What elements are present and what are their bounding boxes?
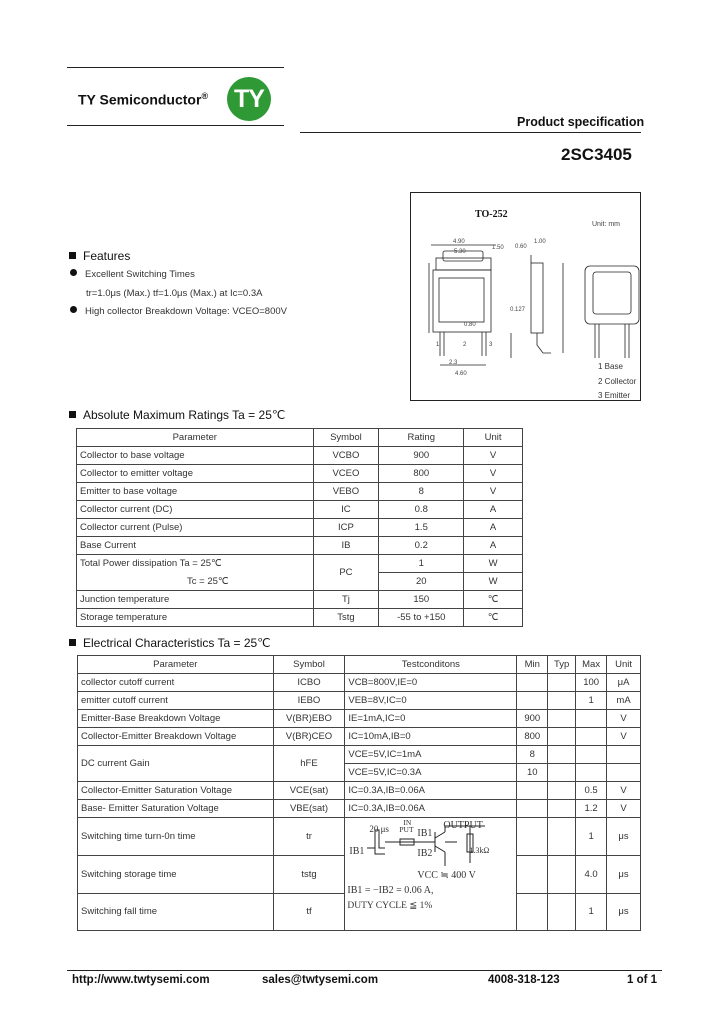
features-heading: Features — [69, 249, 130, 263]
cell-min — [517, 818, 548, 856]
company-name: TY Semiconductor® — [78, 91, 209, 108]
cell-unit: W — [464, 573, 523, 591]
cell-unit: V — [464, 465, 523, 483]
cell-symbol: IB — [313, 537, 379, 555]
col-header: Symbol — [273, 656, 345, 674]
cell-max — [576, 710, 607, 728]
square-bullet-icon — [69, 411, 76, 418]
cell-param: Collector-Emitter Breakdown Voltage — [78, 728, 274, 746]
cell-condition: IC=10mA,IB=0 — [345, 728, 517, 746]
cell-typ — [548, 764, 576, 782]
cell-typ — [548, 710, 576, 728]
table-row — [77, 465, 523, 483]
cell-condition: IC=0.3A,IB=0.06A — [345, 782, 517, 800]
cell-min — [517, 856, 548, 893]
table-row-power — [77, 555, 523, 573]
cell-symbol: VCBO — [313, 447, 379, 465]
cell-rating: 150 — [379, 591, 464, 609]
cell-rating: 1.5 — [379, 519, 464, 537]
footer-website[interactable]: http://www.twtysemi.com — [72, 974, 210, 986]
table-header-row — [78, 656, 641, 674]
cell-param: Emitter-Base Breakdown Voltage — [78, 710, 274, 728]
table-row — [78, 800, 641, 818]
cell-unit: V — [607, 782, 641, 800]
feature-item-detail: tr=1.0μs (Max.) tf=1.0μs (Max.) at Ic=0.3A — [86, 288, 263, 299]
svg-text:4.90: 4.90 — [453, 239, 465, 245]
table-row — [77, 591, 523, 609]
cell-typ — [548, 746, 576, 764]
cell-min — [517, 692, 548, 710]
cell-symbol: IEBO — [273, 692, 345, 710]
cell-min: 10 — [517, 764, 548, 782]
cell-unit: V — [464, 483, 523, 501]
cell-min — [517, 782, 548, 800]
cell-symbol: ICP — [313, 519, 379, 537]
cell-typ — [548, 800, 576, 818]
cell-max — [576, 764, 607, 782]
cell-param: Emitter to base voltage — [77, 483, 314, 501]
circuit-vcc: VCC ≒ 400 V — [417, 870, 476, 881]
table-row — [77, 609, 523, 627]
pin-base: 1 Base — [598, 362, 623, 371]
cell-symbol: PC — [313, 555, 379, 591]
cell-condition: IE=1mA,IC=0 — [345, 710, 517, 728]
table-row — [77, 537, 523, 555]
cell-typ — [548, 818, 576, 856]
cell-param: Collector to emitter voltage — [77, 465, 314, 483]
cell-max: 1 — [576, 692, 607, 710]
cell-symbol: hFE — [273, 746, 345, 782]
cell-typ — [548, 692, 576, 710]
cell-param: collector cutoff current — [78, 674, 274, 692]
svg-text:1: 1 — [436, 342, 440, 348]
col-header: Unit — [464, 429, 523, 447]
cell-rating: 900 — [379, 447, 464, 465]
feature-item: Excellent Switching Times — [70, 269, 195, 280]
feature-item: High collector Breakdown Voltage: VCEO=800V — [70, 306, 287, 317]
cell-param: DC current Gain — [78, 746, 274, 782]
table-row-dc-gain — [78, 746, 641, 764]
circuit-output-label: OUTPUT — [443, 820, 483, 831]
cell-unit: V — [464, 447, 523, 465]
table-header-row — [77, 429, 523, 447]
cell-max: 100 — [576, 674, 607, 692]
cell-rating: 0.2 — [379, 537, 464, 555]
cell-param: Total Power dissipation Ta = 25℃ — [77, 555, 314, 573]
company-logo: TY — [227, 77, 271, 121]
cell-unit: ℃ — [464, 609, 523, 627]
col-header: Parameter — [77, 429, 314, 447]
cell-param: Base Current — [77, 537, 314, 555]
bullet-icon — [70, 269, 77, 276]
cell-unit: mA — [607, 692, 641, 710]
abs-max-table — [76, 428, 523, 627]
square-bullet-icon — [69, 252, 76, 259]
circuit-duty-cycle: DUTY CYCLE ≦ 1% — [347, 901, 433, 911]
cell-param: Storage temperature — [77, 609, 314, 627]
cell-symbol: VEBO — [313, 483, 379, 501]
package-name: TO-252 — [475, 209, 508, 220]
col-header: Max — [576, 656, 607, 674]
table-row-switching — [78, 818, 641, 856]
switching-test-circuit — [345, 818, 515, 930]
svg-text:0.127: 0.127 — [510, 307, 526, 313]
footer-page-number: 1 of 1 — [627, 974, 658, 986]
cell-rating: 1 — [379, 555, 464, 573]
cell-symbol: tstg — [273, 856, 345, 893]
circuit-bias-condition: IB1 = −IB2 = 0.06 A, — [347, 885, 434, 896]
cell-unit: A — [464, 537, 523, 555]
cell-max: 1.2 — [576, 800, 607, 818]
table-row — [77, 519, 523, 537]
pin-emitter: 3 Emitter — [598, 391, 631, 400]
pin-legend — [598, 360, 636, 404]
col-header: Min — [517, 656, 548, 674]
table-row — [78, 710, 641, 728]
cell-condition: VCE=5V,IC=0.3A — [345, 764, 517, 782]
cell-typ — [548, 782, 576, 800]
square-bullet-icon — [69, 639, 76, 646]
cell-rating: 800 — [379, 465, 464, 483]
table-row-power — [77, 573, 523, 591]
cell-min — [517, 893, 548, 930]
circuit-load: 1.3kΩ — [469, 846, 490, 855]
col-header: Symbol — [313, 429, 379, 447]
cell-param: Collector to base voltage — [77, 447, 314, 465]
svg-text:2: 2 — [463, 342, 467, 348]
cell-max: 1 — [576, 893, 607, 930]
table-row — [78, 692, 641, 710]
cell-unit: μs — [607, 893, 641, 930]
switching-test-circuit-cell — [345, 818, 517, 931]
circuit-in-label: IN — [403, 818, 412, 827]
cell-symbol: Tj — [313, 591, 379, 609]
cell-symbol: VCE(sat) — [273, 782, 345, 800]
cell-unit: μs — [607, 856, 641, 893]
cell-unit: ℃ — [464, 591, 523, 609]
header-top-rule — [67, 67, 284, 68]
cell-min — [517, 800, 548, 818]
package-drawing-box — [410, 192, 641, 401]
svg-text:3: 3 — [489, 342, 493, 348]
elec-heading: Electrical Characteristics Ta = 25℃ — [69, 636, 271, 650]
cell-symbol: tr — [273, 818, 345, 856]
footer-phone: 4008-318-123 — [488, 974, 560, 986]
cell-unit: μA — [607, 674, 641, 692]
cell-typ — [548, 893, 576, 930]
cell-param: Tc = 25℃ — [77, 573, 314, 591]
table-row — [78, 674, 641, 692]
cell-condition: VCB=800V,IE=0 — [345, 674, 517, 692]
col-header: Typ — [548, 656, 576, 674]
cell-min: 900 — [517, 710, 548, 728]
cell-max: 0.5 — [576, 782, 607, 800]
cell-param: Switching fall time — [78, 893, 274, 930]
cell-typ — [548, 856, 576, 893]
bullet-icon — [70, 306, 77, 313]
cell-param: Base- Emitter Saturation Voltage — [78, 800, 274, 818]
svg-text:1.00: 1.00 — [534, 239, 546, 245]
header-bottom-rule-left — [67, 125, 284, 126]
cell-unit: V — [607, 710, 641, 728]
cell-typ — [548, 728, 576, 746]
cell-symbol: Tstg — [313, 609, 379, 627]
footer-email[interactable]: sales@twtysemi.com — [262, 974, 379, 986]
cell-param: Junction temperature — [77, 591, 314, 609]
table-row — [78, 782, 641, 800]
table-row — [77, 447, 523, 465]
cell-unit: μs — [607, 818, 641, 856]
circuit-ib1-left: IB1 — [349, 846, 365, 857]
cell-unit: V — [607, 800, 641, 818]
table-row — [77, 483, 523, 501]
footer-rule — [67, 970, 662, 971]
cell-symbol: tf — [273, 893, 345, 930]
cell-param: Collector-Emitter Saturation Voltage — [78, 782, 274, 800]
cell-rating: 0.8 — [379, 501, 464, 519]
cell-condition: VCE=5V,IC=1mA — [345, 746, 517, 764]
header-rule-right — [300, 132, 641, 133]
cell-param: Switching time turn-0n time — [78, 818, 274, 856]
product-specification-label: Product specification — [517, 115, 645, 129]
table-row — [77, 501, 523, 519]
col-header: Testconditons — [345, 656, 517, 674]
svg-text:1.50: 1.50 — [492, 245, 504, 251]
cell-min — [517, 674, 548, 692]
svg-text:0.60: 0.60 — [515, 244, 527, 250]
cell-unit: V — [607, 728, 641, 746]
cell-param: emitter cutoff current — [78, 692, 274, 710]
cell-condition: IC=0.3A,IB=0.06A — [345, 800, 517, 818]
cell-rating: -55 to +150 — [379, 609, 464, 627]
svg-text:4.60: 4.60 — [455, 371, 467, 377]
cell-symbol: V(BR)EBO — [273, 710, 345, 728]
package-unit: Unit: mm — [592, 221, 620, 228]
cell-symbol: V(BR)CEO — [273, 728, 345, 746]
cell-unit — [607, 746, 641, 764]
part-number: 2SC3405 — [561, 145, 632, 164]
abs-max-heading: Absolute Maximum Ratings Ta = 25℃ — [69, 408, 285, 422]
cell-rating: 20 — [379, 573, 464, 591]
table-row — [78, 728, 641, 746]
col-header: Parameter — [78, 656, 274, 674]
cell-unit: A — [464, 519, 523, 537]
cell-min: 800 — [517, 728, 548, 746]
cell-max — [576, 746, 607, 764]
cell-max — [576, 728, 607, 746]
cell-max: 4.0 — [576, 856, 607, 893]
cell-param: Collector current (Pulse) — [77, 519, 314, 537]
cell-unit — [607, 764, 641, 782]
cell-unit: W — [464, 555, 523, 573]
svg-text:0.80: 0.80 — [464, 322, 476, 328]
svg-text:2.3: 2.3 — [449, 360, 458, 366]
cell-param: Collector current (DC) — [77, 501, 314, 519]
col-header: Unit — [607, 656, 641, 674]
pin-collector: 2 Collector — [598, 376, 637, 386]
circuit-ib1: IB1 — [417, 828, 433, 839]
cell-min: 8 — [517, 746, 548, 764]
cell-symbol: VCEO — [313, 465, 379, 483]
cell-condition: VEB=8V,IC=0 — [345, 692, 517, 710]
cell-unit: A — [464, 501, 523, 519]
cell-param: Switching storage time — [78, 856, 274, 893]
svg-text:5.30: 5.30 — [454, 249, 466, 255]
circuit-pulse-width: 20 μs — [369, 824, 389, 834]
cell-typ — [548, 674, 576, 692]
elec-table — [77, 655, 641, 931]
cell-rating: 8 — [379, 483, 464, 501]
cell-symbol: ICBO — [273, 674, 345, 692]
cell-max: 1 — [576, 818, 607, 856]
col-header: Rating — [379, 429, 464, 447]
cell-symbol: IC — [313, 501, 379, 519]
circuit-put-label: PUT — [399, 825, 414, 834]
circuit-ib2: IB2 — [417, 848, 433, 859]
cell-symbol: VBE(sat) — [273, 800, 345, 818]
